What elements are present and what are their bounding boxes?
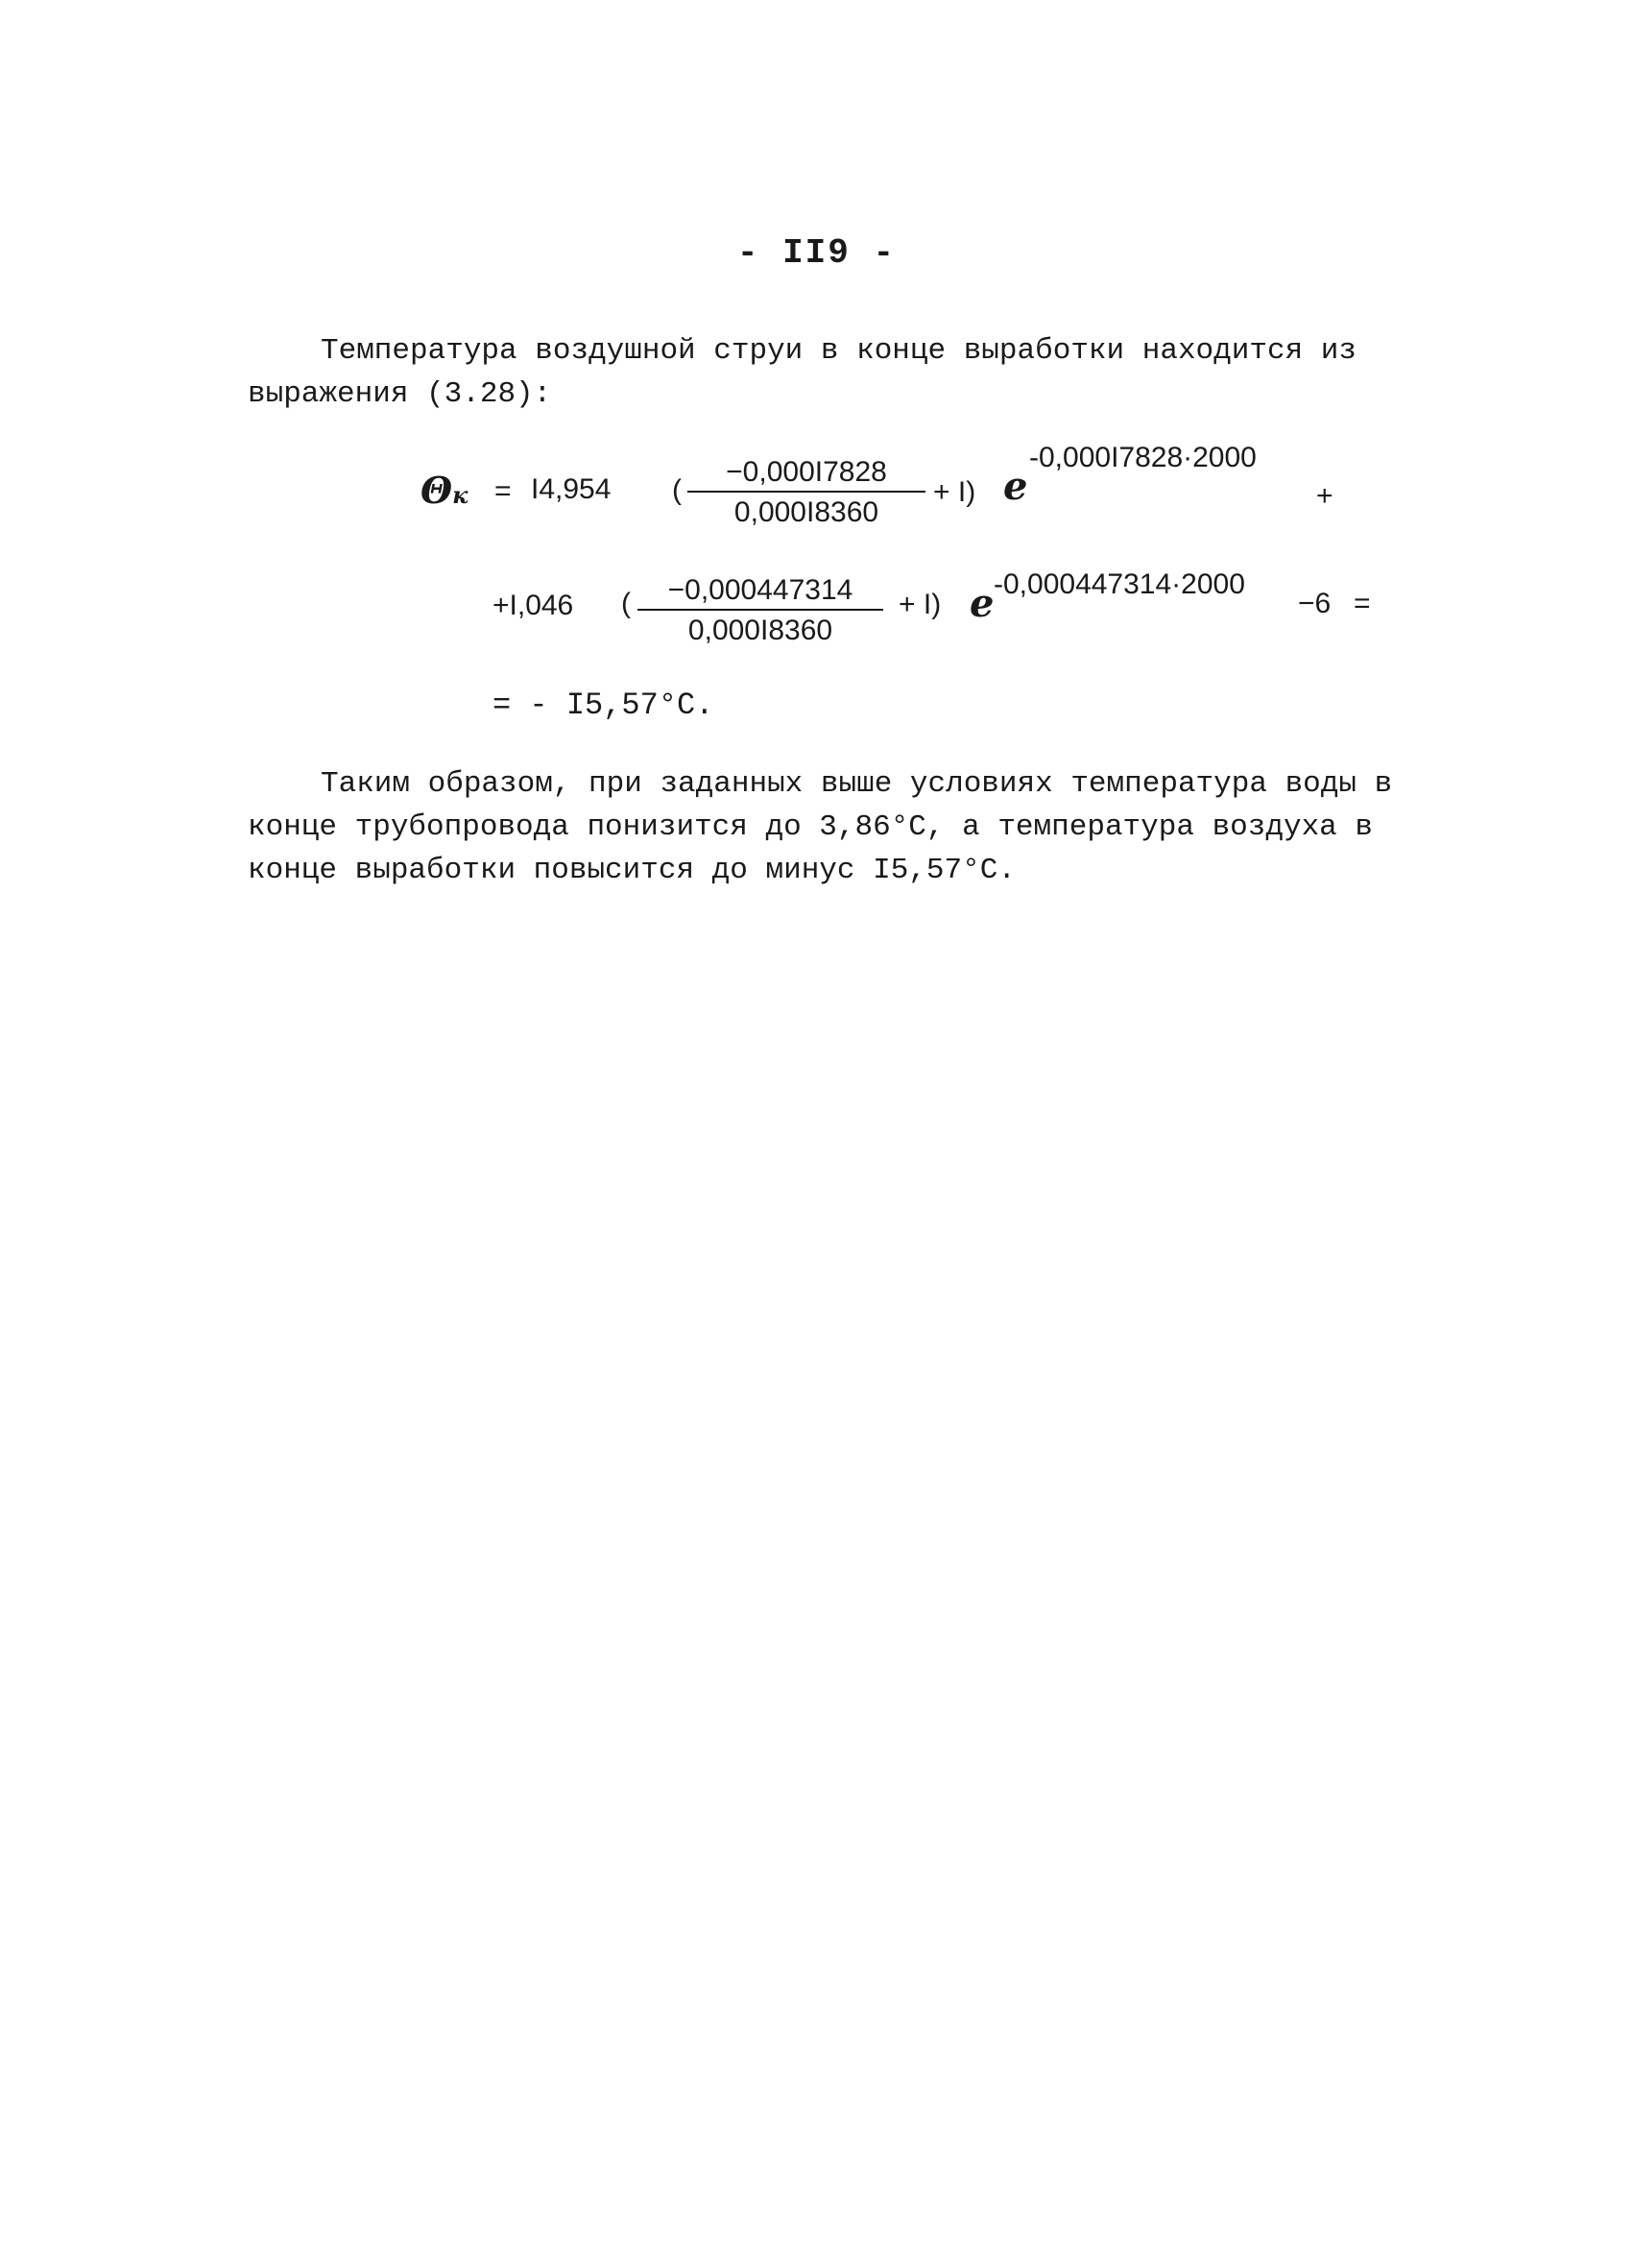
- formula-eq-1: =: [494, 475, 512, 507]
- intro-line-2: выражения (3.28):: [248, 377, 552, 411]
- fraction-2: [637, 574, 883, 647]
- fraction-1-denominator: 0,000I8360: [733, 496, 879, 528]
- conclusion-line-3: конце выработки повысится до минус I5,57°C.: [248, 854, 1016, 887]
- formula-coef-1: I4,954: [531, 473, 612, 505]
- formula-plus-one-1: + I): [933, 476, 976, 508]
- theta-subscript: к: [452, 481, 468, 509]
- theta-symbol: Θ: [420, 469, 453, 512]
- page-number: - II9 -: [736, 233, 897, 273]
- formula-lhs: [420, 469, 468, 512]
- fraction-2-numerator: −0,000447314: [637, 574, 883, 611]
- conclusion-line-1: Таким образом, при заданных выше условиях температура воды в: [321, 767, 1393, 801]
- exponent-2: -0,000447314·2000: [994, 568, 1245, 600]
- formula-result: = - I5,57°C.: [492, 688, 714, 723]
- conclusion-line-2: конце трубопровода понизится до 3,86°C, а температура воздуха в: [248, 810, 1373, 844]
- fraction-2-denominator: 0,000I8360: [687, 615, 833, 646]
- formula-trailing-plus: +: [1316, 480, 1333, 512]
- formula-eq-2: =: [1354, 588, 1371, 619]
- fraction-1-numerator: −0,000I7828: [687, 456, 925, 493]
- euler-e-1-glyph: e: [1003, 464, 1028, 509]
- intro-paragraph: [248, 329, 1381, 416]
- fraction-1: [687, 456, 925, 529]
- euler-e-2-glyph: e: [970, 581, 995, 626]
- formula-open-paren-2: (: [621, 588, 631, 619]
- conclusion-paragraph: [248, 762, 1393, 892]
- formula-coef-2: +I,046: [492, 590, 574, 621]
- exponent-1: -0,000I7828·2000: [1029, 442, 1257, 473]
- formula-plus-one-2: + I): [899, 589, 942, 620]
- euler-e-2: [970, 581, 994, 626]
- formula-open-paren-1: (: [672, 474, 682, 506]
- euler-e-1: [1003, 464, 1027, 509]
- intro-line-1: Температура воздушной струи в конце выработки находится из: [321, 334, 1357, 368]
- formula-minus-six: −6: [1298, 588, 1332, 619]
